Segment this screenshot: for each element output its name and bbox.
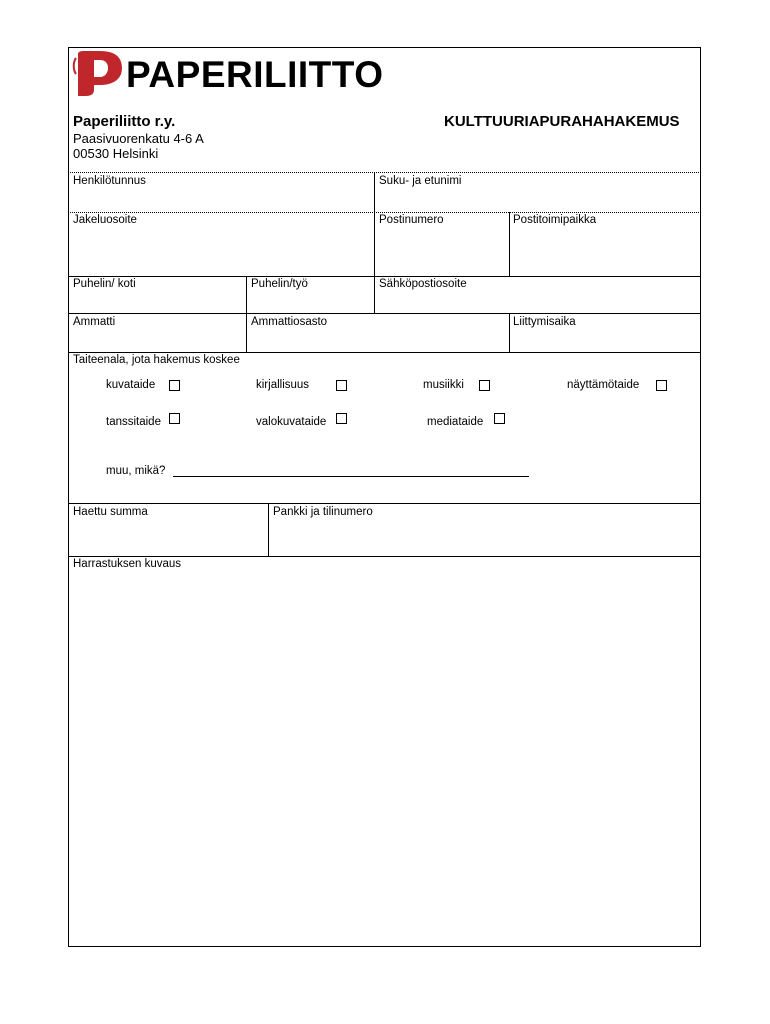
henkilotunnus-field[interactable]: Henkilötunnus xyxy=(73,175,146,187)
musiikki-checkbox[interactable] xyxy=(479,380,490,391)
organization-name: Paperiliitto r.y. xyxy=(73,113,176,130)
divider xyxy=(68,212,701,213)
joining-date-field[interactable]: Liittymisaika xyxy=(513,316,576,328)
paperiliitto-logo-icon xyxy=(72,50,124,98)
hobby-description-field[interactable]: Harrastuksen kuvaus xyxy=(73,558,182,570)
art-field-heading: Taiteenala, jota hakemus koskee xyxy=(73,354,240,366)
kuvataide-checkbox[interactable] xyxy=(169,380,180,391)
form-title: KULTTUURIAPURAHAHAKEMUS xyxy=(444,113,680,130)
mediataide-checkbox[interactable] xyxy=(494,413,505,424)
kirjallisuus-checkbox[interactable] xyxy=(336,380,347,391)
union-branch-field[interactable]: Ammattiosasto xyxy=(251,316,328,328)
divider xyxy=(509,313,510,352)
option-valokuvataide-label: valokuvataide xyxy=(256,416,327,428)
divider xyxy=(68,276,701,277)
divider xyxy=(68,556,701,557)
option-kuvataide-label: kuvataide xyxy=(106,379,156,391)
address-field[interactable]: Jakeluosoite xyxy=(73,214,137,226)
option-mediataide-label: mediataide xyxy=(427,416,484,428)
email-field[interactable]: Sähköpostiosoite xyxy=(379,278,467,290)
divider xyxy=(68,313,701,314)
organization-address-city: 00530 Helsinki xyxy=(73,146,159,161)
phone-work-field[interactable]: Puhelin/työ xyxy=(251,278,308,290)
divider xyxy=(374,172,375,276)
option-tanssitaide-label: tanssitaide xyxy=(106,416,161,428)
divider xyxy=(68,352,701,353)
option-musiikki-label: musiikki xyxy=(423,379,464,391)
option-kirjallisuus-label: kirjallisuus xyxy=(256,379,310,391)
postal-code-field[interactable]: Postinumero xyxy=(379,214,444,226)
valokuvataide-checkbox[interactable] xyxy=(336,413,347,424)
profession-field[interactable]: Ammatti xyxy=(73,316,116,328)
divider xyxy=(374,276,375,313)
bank-account-field[interactable]: Pankki ja tilinumero xyxy=(273,506,373,518)
tanssitaide-checkbox[interactable] xyxy=(169,413,180,424)
divider xyxy=(246,276,247,352)
divider xyxy=(68,503,701,504)
amount-field[interactable]: Haettu summa xyxy=(73,506,148,518)
divider xyxy=(68,172,701,173)
option-nayttamotaide-label: näyttämötaide xyxy=(567,379,640,391)
other-art-input-line[interactable] xyxy=(173,476,529,477)
post-office-field[interactable]: Postitoimipaikka xyxy=(513,214,597,226)
organization-address-street: Paasivuorenkatu 4-6 A xyxy=(73,131,204,146)
name-field[interactable]: Suku- ja etunimi xyxy=(379,175,462,187)
divider xyxy=(509,212,510,276)
phone-home-field[interactable]: Puhelin/ koti xyxy=(73,278,136,290)
divider xyxy=(268,503,269,556)
nayttamotaide-checkbox[interactable] xyxy=(656,380,667,391)
logo-text: PAPERILIITTO xyxy=(126,54,384,95)
other-art-label: muu, mikä? xyxy=(106,465,166,477)
